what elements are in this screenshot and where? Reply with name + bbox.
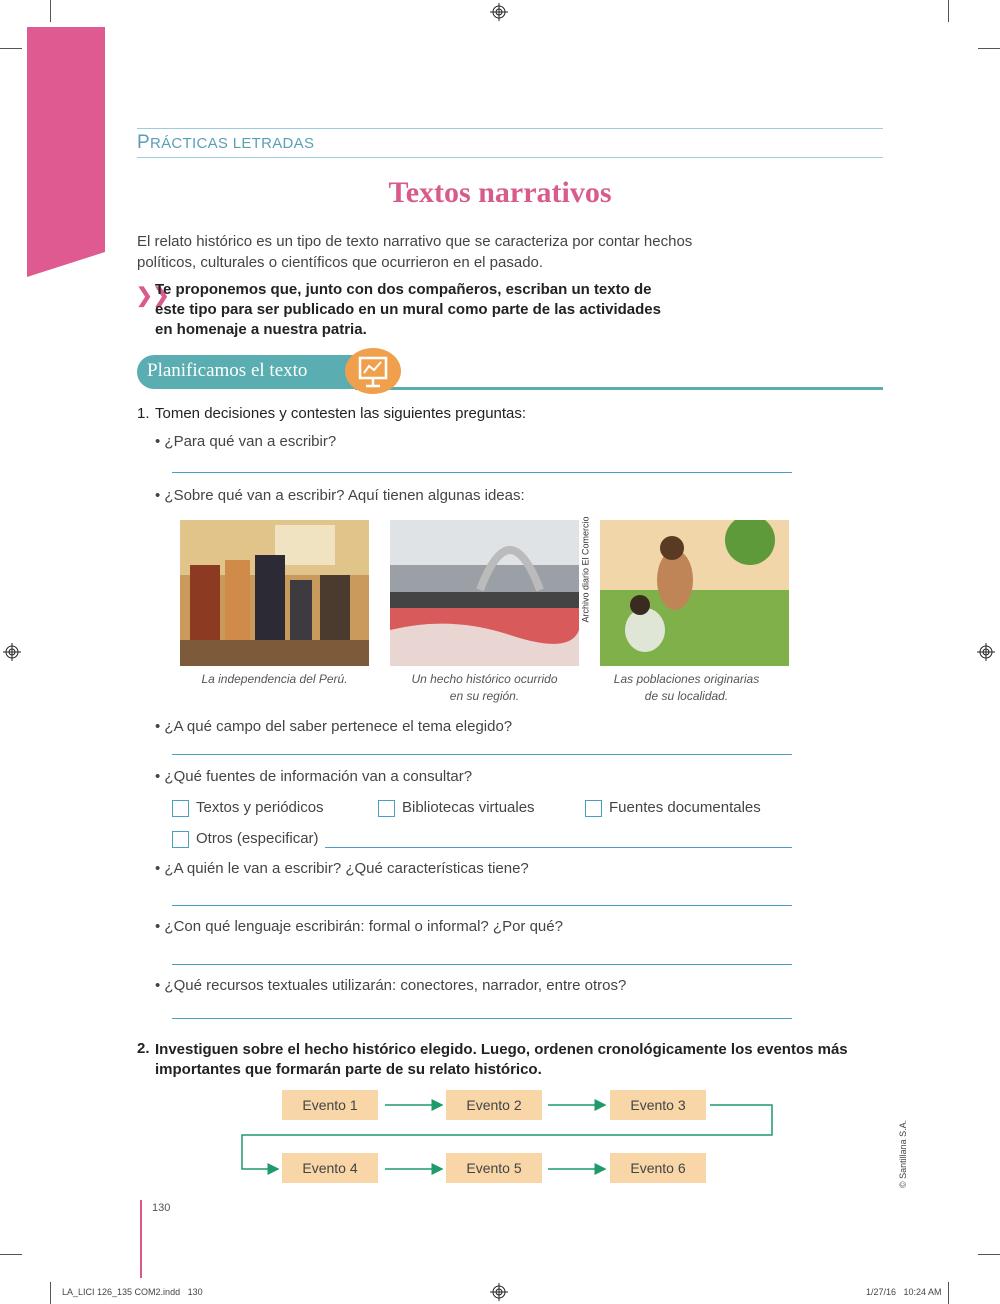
photo-regional-event (390, 520, 579, 666)
question-number: 2. (137, 1040, 150, 1057)
photo-caption: Las poblaciones originarias de su localidad. (613, 672, 760, 703)
checkbox-label: Fuentes documentales (609, 799, 761, 816)
registration-mark-icon (490, 3, 508, 21)
copyright-note: © Santillana S.A. (898, 1119, 908, 1188)
checkbox-label: Textos y periódicos (196, 799, 324, 816)
presentation-board-icon (345, 348, 401, 394)
bullet-item: • ¿A quién le van a escribir? ¿Qué características tiene? (155, 860, 529, 877)
checkbox-other[interactable] (172, 831, 189, 848)
section-band-line (355, 387, 883, 390)
photo-caption: Un hecho histórico ocurrido en su región. (411, 672, 558, 703)
event-box[interactable]: Evento 1 (282, 1090, 378, 1120)
crop-mark (0, 48, 22, 49)
bullet-item: • ¿Para qué van a escribir? (155, 433, 337, 450)
checkbox-texts-newspapers[interactable] (172, 800, 189, 817)
header-rule-top (137, 128, 883, 129)
question-text: Tomen decisiones y contesten las siguientes preguntas: (155, 405, 527, 422)
event-box[interactable]: Evento 5 (446, 1153, 542, 1183)
bullet-item: • ¿A qué campo del saber pertenece el tema elegido? (155, 718, 513, 735)
footer-date-slug: 1/27/16 10:24 AM (866, 1287, 942, 1297)
page-number-bar (140, 1200, 142, 1278)
question-text: Investiguen sobre el hecho histórico elegido. Luego, ordenen cronológicamente los eventos más importantes que formarán parte de su relato histórico. (155, 1041, 848, 1078)
question-number: 1. (137, 405, 150, 422)
registration-mark-icon (977, 643, 995, 661)
registration-mark-icon (490, 1283, 508, 1301)
photo-credit: Archivo diario El Comercio (580, 516, 591, 623)
event-box[interactable]: Evento 4 (282, 1153, 378, 1183)
event-box[interactable]: Evento 6 (610, 1153, 706, 1183)
section-label: PRÁCTICAS LETRADAS (137, 132, 315, 153)
section-title: Planificamos el texto (147, 360, 308, 381)
answer-line[interactable] (172, 1018, 792, 1019)
event-box[interactable]: Evento 2 (446, 1090, 542, 1120)
footer-file-slug: LA_LICI 126_135 COM2.indd 130 (62, 1287, 203, 1297)
chevron-icon: ❯❯ (136, 285, 170, 307)
event-box[interactable]: Evento 3 (610, 1090, 706, 1120)
answer-line[interactable] (172, 905, 792, 906)
chapter-tab (27, 27, 105, 277)
photo-caption: La independencia del Perú. (201, 672, 348, 686)
prompt-paragraph: Te proponemos que, junto con dos compañeros, escriban un texto de este tipo para ser publicado en un mural como parte de las actividades en homenaje a nuestra patria. (155, 281, 661, 338)
answer-line[interactable] (172, 964, 792, 965)
page-title: Textos narrativos (388, 176, 612, 209)
answer-line[interactable] (172, 472, 792, 473)
crop-mark (948, 0, 949, 22)
crop-mark (50, 1282, 51, 1304)
bullet-item: • ¿Con qué lenguaje escribirán: formal o informal? ¿Por qué? (155, 918, 563, 935)
answer-line-other[interactable] (325, 847, 792, 848)
crop-mark (0, 1254, 22, 1255)
crop-mark (978, 1254, 1000, 1255)
arrow-3-4 (242, 1105, 772, 1169)
bullet-item: • ¿Sobre qué van a escribir? Aquí tienen algunas ideas: (155, 487, 525, 504)
photo-native-peoples (600, 520, 789, 666)
intro-paragraph: El relato histórico es un tipo de texto narrativo que se caracteriza por contar hechos políticos, culturales o científicos que ocurrieron en el pasado. (137, 233, 693, 271)
crop-mark (50, 0, 51, 22)
checkbox-virtual-libraries[interactable] (378, 800, 395, 817)
event-flow-arrows (230, 1085, 790, 1190)
checkbox-documentary-sources[interactable] (585, 800, 602, 817)
checkbox-label: Otros (especificar) (196, 830, 319, 847)
page-number: 130 (152, 1202, 171, 1214)
bullet-item: • ¿Qué recursos textuales utilizarán: conectores, narrador, entre otros? (155, 977, 627, 994)
crop-mark (948, 1282, 949, 1304)
registration-mark-icon (3, 643, 21, 661)
header-rule-bottom (137, 157, 883, 158)
answer-line[interactable] (172, 754, 792, 755)
photo-independence (180, 520, 369, 666)
checkbox-label: Bibliotecas virtuales (402, 799, 535, 816)
bullet-item: • ¿Qué fuentes de información van a consultar? (155, 768, 473, 785)
crop-mark (978, 48, 1000, 49)
